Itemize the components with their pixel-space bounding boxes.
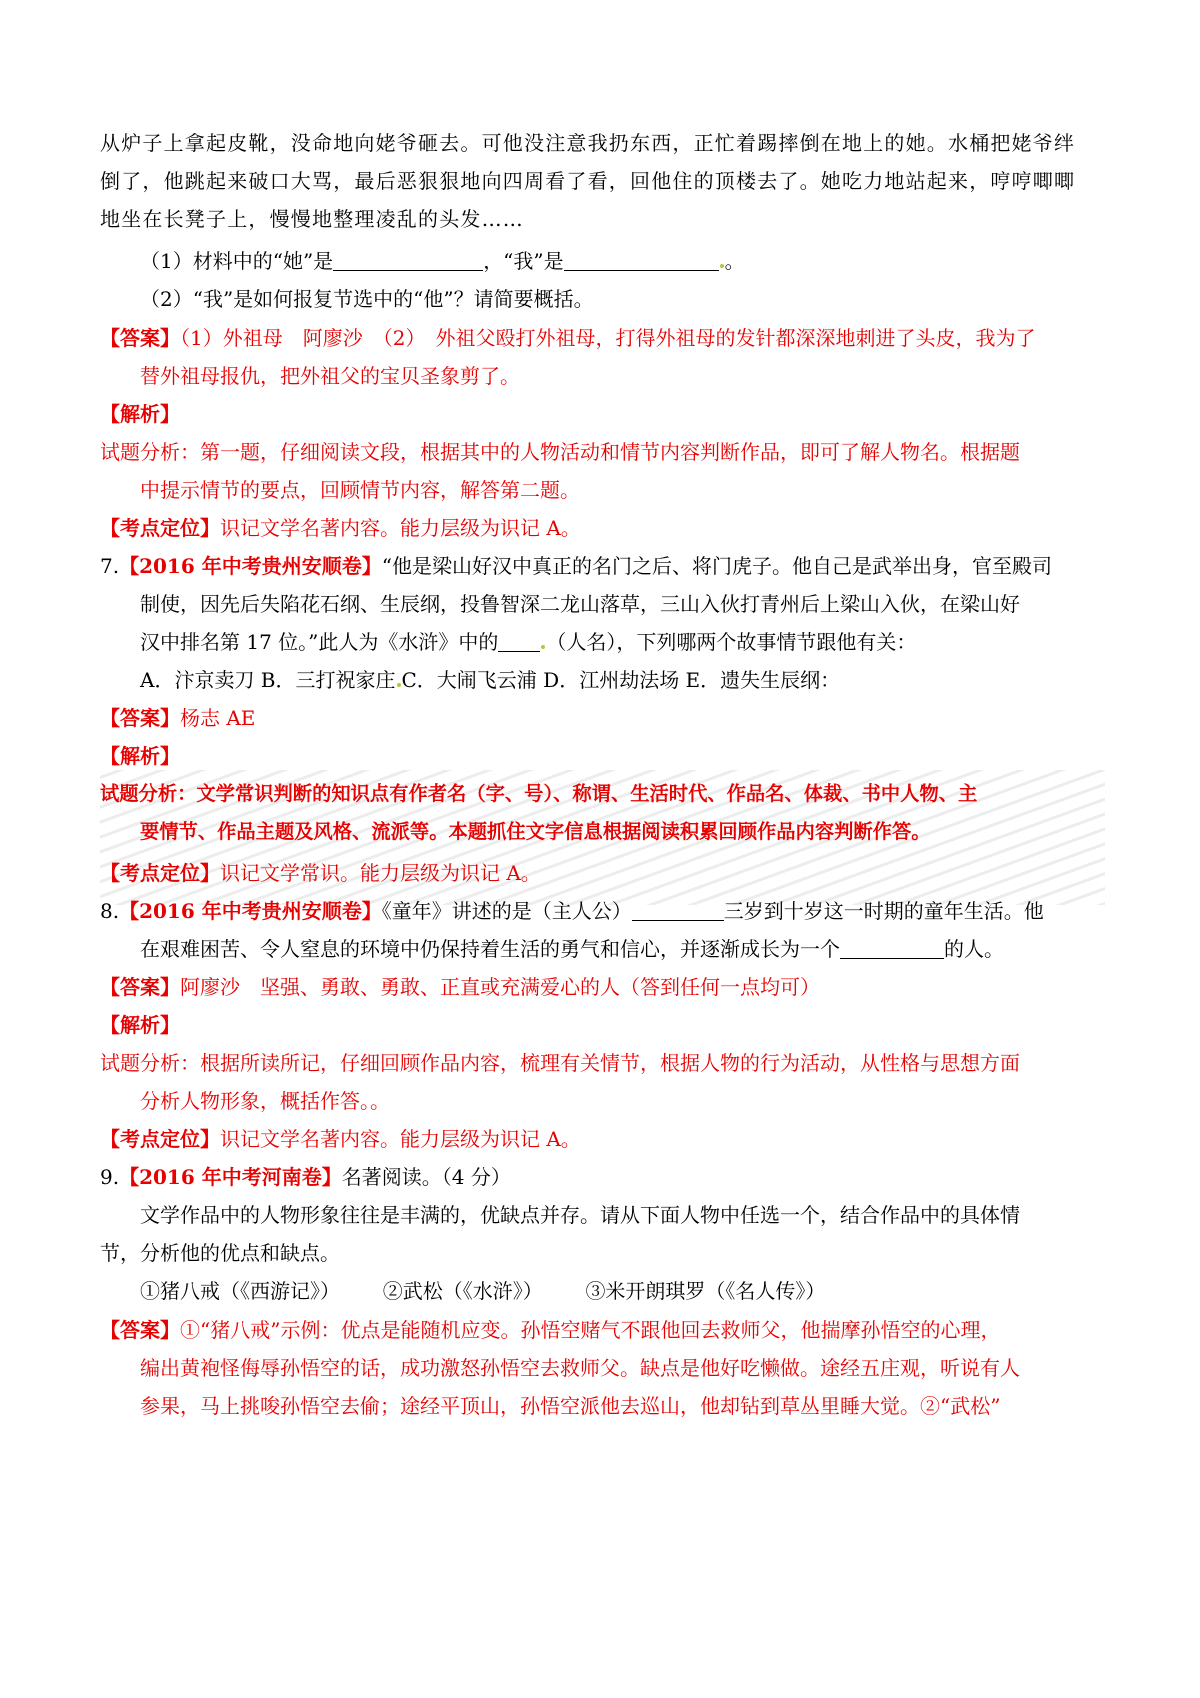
- question-line: 文学作品中的人物形象往往是丰满的，优缺点并存。请从下面人物中任选一个，结合作品中的具体情: [140, 1203, 1020, 1227]
- mark-dot: [720, 264, 724, 268]
- answer-block: 【答案】①“猪八戒”示例：优点是能随机应变。孙悟空赌气不跟他回去救师父，他揣摩孙悟空的心理，: [100, 1318, 1001, 1342]
- question-number: 8.: [100, 899, 120, 923]
- answer-tag: 【答案】: [100, 706, 180, 730]
- analysis-line: 要情节、作品主题及风格、流派等。本题抓住文字信息根据阅读积累回顾作品内容判断作答。: [140, 820, 931, 843]
- answer-tag: 【答案】: [100, 1318, 180, 1342]
- question-source: 【2016 年中考河南卷】: [119, 1165, 342, 1189]
- answer-blank: [840, 938, 944, 959]
- answer-blank: [564, 250, 719, 271]
- analysis-tag: 【解析】: [100, 1013, 180, 1037]
- answer-blank: [333, 250, 483, 271]
- question-8: 8.【2016 年中考贵州安顺卷】《童年》讲述的是（主人公） 三岁到十岁这一时期的童年生活。他: [100, 899, 1044, 923]
- question-line: 在艰难困苦、令人窒息的环境中仍保持着生活的勇气和信心，并逐渐成长为一个 的人。: [140, 937, 1004, 961]
- analysis-line: 分析人物形象，概括作答。。: [140, 1089, 390, 1113]
- question-source: 【2016 年中考贵州安顺卷】: [119, 554, 382, 578]
- question-line: 汉中排名第 17 位。”此人为《水浒》中的 （人名），下列哪两个故事情节跟他有关：: [140, 630, 917, 654]
- answer-line: 替外祖母报仇，把外祖父的宝贝圣象剪了。: [140, 364, 520, 388]
- answer-tag: 【答案】: [100, 975, 180, 999]
- answer-blank: [632, 900, 724, 921]
- question-line: 制使，因先后失陷花石纲、生辰纲，投鲁智深二龙山落草，三山入伙打青州后上梁山入伙，在梁山好: [140, 592, 1020, 616]
- question-line: 节，分析他的优点和缺点。: [100, 1241, 340, 1265]
- mark-dot: [541, 645, 545, 649]
- question-number: 7.: [100, 554, 120, 578]
- key-point-tag: 【考点定位】: [100, 516, 220, 540]
- question-source: 【2016 年中考贵州安顺卷】: [119, 899, 382, 923]
- analysis-line: 试题分析：根据所读所记，仔细回顾作品内容，梳理有关情节，根据人物的行为活动，从性格与思想方面: [100, 1051, 1020, 1075]
- analysis-line: 试题分析：第一题，仔细阅读文段，根据其中的人物活动和情节内容判断作品，即可了解人物名。根据题: [100, 440, 1020, 464]
- answer-block: 【答案】（1）外祖母 阿廖沙 （2） 外祖父殴打外祖母，打得外祖母的发针都深深地刺进了头皮，我为了: [100, 326, 1036, 350]
- analysis-line: 试题分析：文学常识判断的知识点有作者名（字、号）、称谓、生活时代、作品名、体裁、书中人物、主: [100, 782, 978, 805]
- question-options: ①猪八戒（《西游记》） ②武松（《水浒》） ③米开朗琪罗（《名人传》）: [140, 1279, 826, 1303]
- key-point-line: 【考点定位】识记文学常识。能力层级为识记 A。: [100, 861, 541, 885]
- analysis-line: 中提示情节的要点，回顾情节内容，解答第二题。: [140, 478, 580, 502]
- question-number: 9.: [100, 1165, 120, 1189]
- key-point-tag: 【考点定位】: [100, 1127, 220, 1151]
- question-options: A．汴京卖刀 B．三打祝家庄 C．大闹飞云浦 D．江州劫法场 E．遗失生辰纲：: [140, 668, 841, 692]
- passage-line: 从炉子上拿起皮靴，没命地向姥爷砸去。可他没注意我扔东西，正忙着踢摔倒在地上的她。水桶把姥爷绊: [100, 131, 1076, 155]
- question-6-sub1: （1）材料中的“她”是 ，“我”是 。: [140, 249, 745, 273]
- answer-tag: 【答案】: [100, 326, 180, 350]
- answer-block: 【答案】杨志 AE: [100, 706, 256, 730]
- answer-line: 编出黄袍怪侮辱孙悟空的话，成功激怒孙悟空去救师父。缺点是他好吃懒做。途经五庄观，听说有人: [140, 1356, 1020, 1380]
- answer-blank: [498, 631, 540, 652]
- analysis-tag: 【解析】: [100, 402, 180, 426]
- key-point-tag: 【考点定位】: [100, 861, 220, 885]
- mark-dot: [397, 683, 401, 687]
- passage-line: 地坐在长凳子上，慢慢地整理凌乱的头发……: [100, 207, 524, 231]
- key-point-line: 【考点定位】识记文学名著内容。能力层级为识记 A。: [100, 516, 581, 540]
- analysis-tag: 【解析】: [100, 744, 180, 768]
- question-7: 7.【2016 年中考贵州安顺卷】“他是梁山好汉中真正的名门之后、将门虎子。他自己是武举出身，官至殿司: [100, 554, 1052, 578]
- answer-line: 参果，马上挑唆孙悟空去偷；途经平顶山，孙悟空派他去巡山，他却钻到草丛里睡大觉。②“武松”: [140, 1394, 1001, 1418]
- passage-line: 倒了，他跳起来破口大骂，最后恶狠狠地向四周看了看，回他住的顶楼去了。她吃力地站起来，哼哼唧唧: [100, 169, 1076, 193]
- key-point-line: 【考点定位】识记文学名著内容。能力层级为识记 A。: [100, 1127, 581, 1151]
- answer-block: 【答案】阿廖沙 坚强、勇敢、勇敢、正直或充满爱心的人（答到任何一点均可）: [100, 975, 820, 999]
- question-6-sub2: （2）“我”是如何报复节选中的“他”？请简要概括。: [140, 287, 594, 311]
- question-9: 9.【2016 年中考河南卷】名著阅读。（4 分）: [100, 1165, 511, 1189]
